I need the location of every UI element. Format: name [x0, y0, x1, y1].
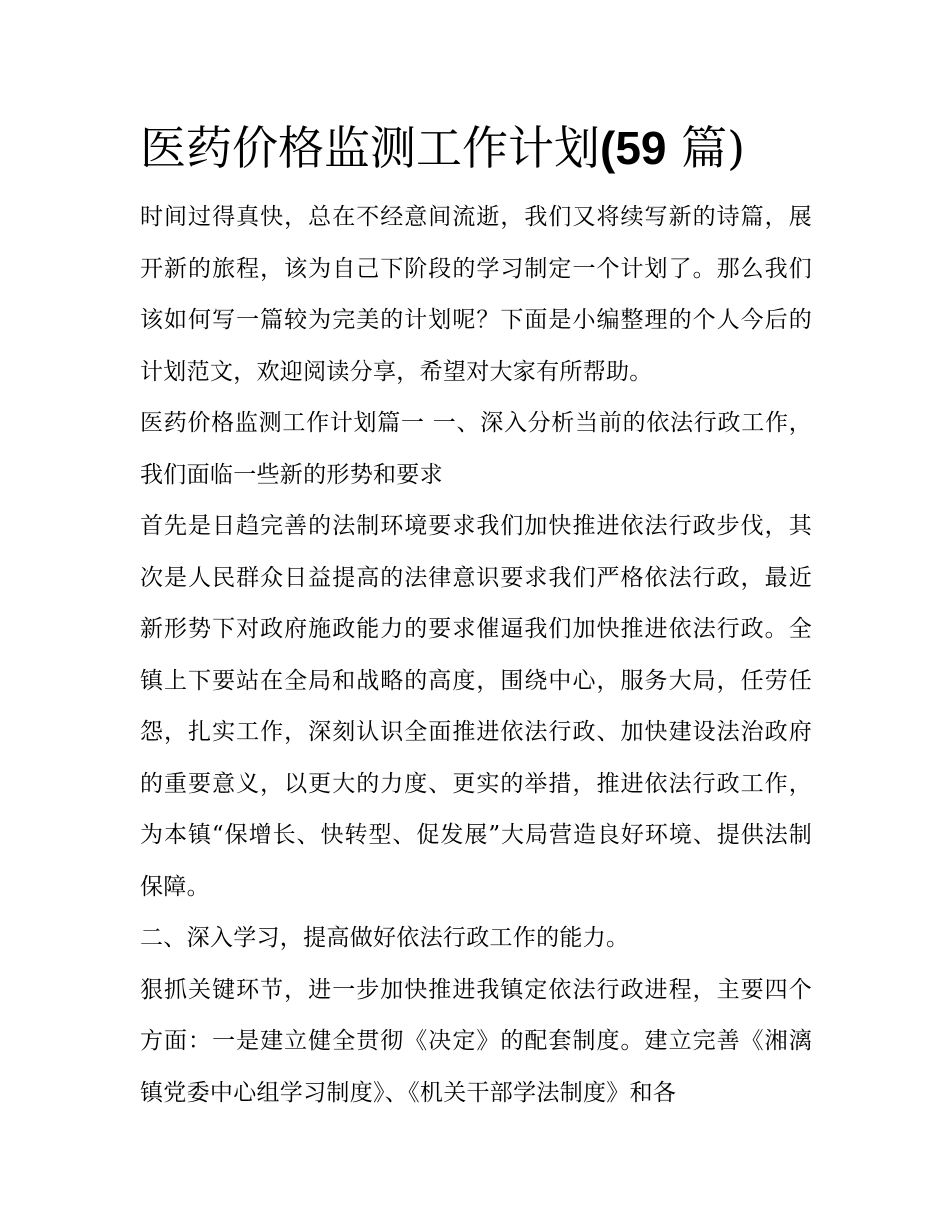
paragraph-section-two-body: 狠抓关键环节，进一步加快推进我镇定依法行政进程，主要四个方面：一是建立健全贯彻《决定》的配套制度。建立完善《湘漓镇党委中心组学习制度》、《机关干部学法制度》和各 — [140, 976, 812, 1106]
title-count: (59 — [600, 122, 667, 174]
paragraph-section-one-heading: 医药价格监测工作计划篇一 一、深入分析当前的依法行政工作，我们面临一些新的形势和要求 — [140, 410, 812, 488]
document-title — [140, 118, 840, 178]
title-suffix: 篇) — [681, 121, 746, 175]
paragraph-section-one-body: 首先是日趋完善的法制环境要求我们加快推进依法行政步伐，其次是人民群众日益提高的法律意识要求我们严格依法行政，最近新形势下对政府施政能力的要求催逼我们加快推进依法行政。全镇上下要站在全局和战略的高度，围绕中心，服务大局，任劳任怨，扎实工作，深刻认识全面推进依法行政、加快建设法治政府的重要意义，以更大的力度、更实的举措，推进依法行政工作，为本镇“保增长、快转型、促发展”大局营造良好环境、提供法制保障。 — [140, 513, 812, 900]
title-text: 医药价格监测工作计划 — [140, 121, 600, 175]
paragraph-intro: 时间过得真快，总在不经意间流逝，我们又将续写新的诗篇，展开新的旅程，该为自己下阶段的学习制定一个计划了。那么我们该如何写一篇较为完美的计划呢？下面是小编整理的个人今后的计划范文，欢迎阅读分享，希望对大家有所帮助。 — [140, 204, 812, 385]
document-body — [140, 192, 812, 1119]
paragraph-section-two-heading: 二、深入学习，提高做好依法行政工作的能力。 — [140, 925, 630, 951]
